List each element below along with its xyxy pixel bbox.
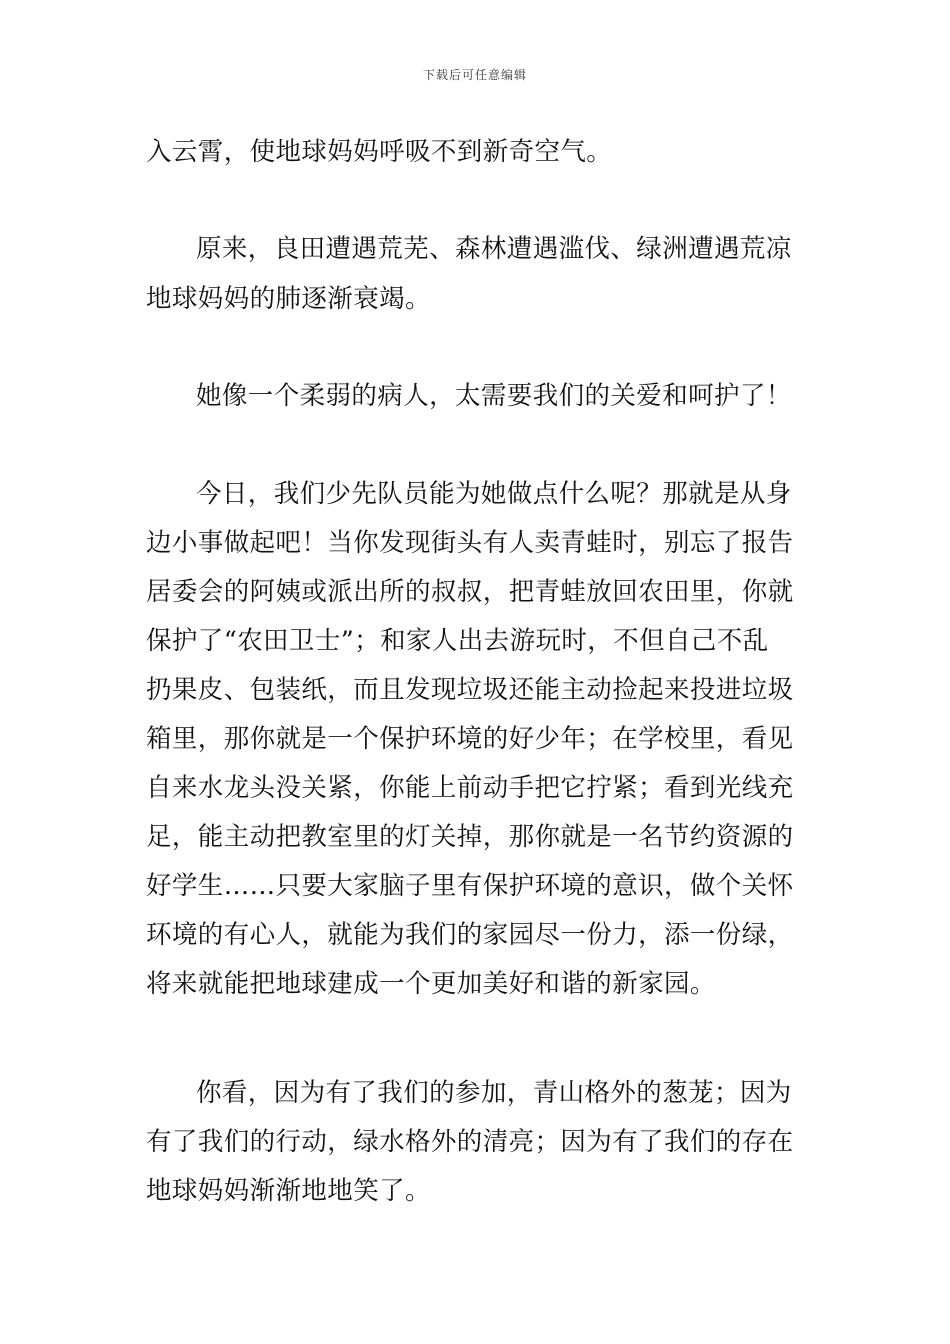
paragraph-5-line-3: 地球妈妈渐渐地地笑了。	[146, 1176, 431, 1206]
page-header-note: 下载后可任意编辑	[422, 68, 527, 82]
paragraph-4-line-6: 箱里，那你就是一个保护环境的好少年；在学校里，看见	[146, 724, 794, 754]
paragraph-4-line-7: 自来水龙头没关紧，你能上前动手把它拧紧；看到光线充	[146, 773, 794, 803]
paragraph-4-line-8: 足，能主动把教室里的灯关掉，那你就是一名节约资源的	[146, 822, 794, 852]
paragraph-1-line-1: 入云霄，使地球妈妈呼吸不到新奇空气。	[146, 137, 613, 167]
paragraph-4-line-9: 好学生……只要大家脑子里有保护环境的意识，做个关怀	[146, 871, 794, 901]
paragraph-4-line-2: 边小事做起吧！当你发现街头有人卖青蛙时，别忘了报告	[146, 528, 794, 558]
paragraph-4-line-11: 将来就能把地球建成一个更加美好和谐的新家园。	[146, 969, 716, 999]
paragraph-4-line-10: 环境的有心人，就能为我们的家园尽一份力，添一份绿，	[146, 920, 794, 950]
paragraph-2-line-1: 原来，良田遭遇荒芜、森林遭遇滥伐、绿洲遭遇荒凉	[196, 234, 792, 264]
paragraph-2-line-2: 地球妈妈的肺逐渐衰竭。	[146, 284, 431, 314]
paragraph-4-line-3: 居委会的阿姨或派出所的叔叔，把青蛙放回农田里，你就	[146, 577, 794, 607]
paragraph-3-line-1: 她像一个柔弱的病人，太需要我们的关爱和呵护了！	[196, 381, 792, 411]
paragraph-5-line-1: 你看，因为有了我们的参加，青山格外的葱茏；因为	[196, 1078, 792, 1108]
paragraph-4-line-4: 保护了“农田卫士”；和家人出去游玩时，不但自己不乱	[146, 626, 769, 656]
paragraph-4-line-1: 今日，我们少先队员能为她做点什么呢？那就是从身	[196, 479, 792, 509]
paragraph-5-line-2: 有了我们的行动，绿水格外的清亮；因为有了我们的存在	[146, 1127, 794, 1157]
paragraph-4-line-5: 扔果皮、包装纸，而且发现垃圾还能主动捡起来投进垃圾	[146, 675, 794, 705]
